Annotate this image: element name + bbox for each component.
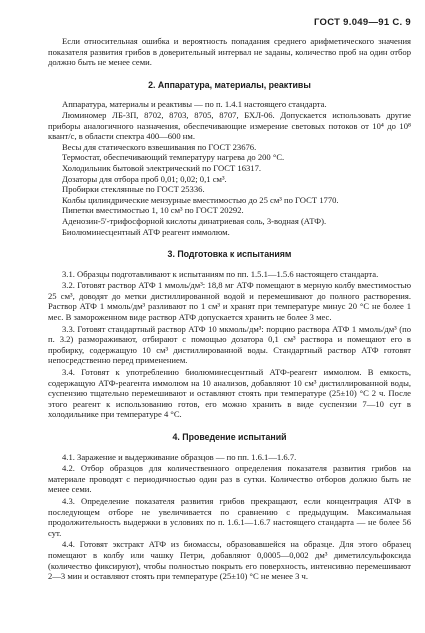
- paragraph: Аппаратура, материалы и реактивы — по п. 1.4.1 настоящего стандарта.: [62, 99, 327, 110]
- paragraph: Весы для статического взвешивания по ГОСТ 23676.: [62, 141, 257, 152]
- paragraph: Люминомер ЛБ-3П, 8702, 8703, 8705, 8707, БХЛ-06. Допускается использовать другие приборы аналогичного назначения, обеспечивающие измерение световых потоков от 10⁴ до 10⁸ квант/с, в области спектра 400—600 нм.: [48, 109, 411, 142]
- section-2-title: 2. Аппаратура, материалы, реактивы: [148, 79, 311, 90]
- paragraph: 3.4. Готовят к употреблению биолюминесцентный АТФ-реагент иммолюм. В емкость, содержащую АТФ-реагента иммолюм на 10 анализов, добавляют 10 см³ дистиллированной воды, суспензию тщательно перемешивают и оставляют стоять при температуре (25±10) °С 2 ч. После этого реагент к использованию готов, его можно хранить в виде суспензии 7—10 сут в холодильнике при температуре 4 °С.: [48, 367, 411, 420]
- section-2-body: [48, 99, 411, 237]
- paragraph: 4.3. Определение показателя развития грибов прекращают, если концентрация АТФ в последующем отборе не увеличивается по сравнению с предыдущим. Максимальная продолжительность выдержки в условиях по п. 1.6.1—1.6.7 настоящего стандарта — не более 56 сут.: [48, 495, 411, 538]
- intro-paragraph: Если относительная ошибка и вероятность попадания среднего арифметического значения показателя развития грибов в доверительный интервал не заданы, количество проб на один отбор должно быть не менее семи.: [48, 36, 411, 68]
- paragraph: 3.2. Готовят раствор АТФ 1 ммоль/дм³: 18,8 мг АТФ помещают в мерную колбу вместимостью 25 см³, доводят до метки дистиллированной водой и перемешивают до полного растворения. Раствор АТФ 1 ммоль/дм³ разливают по 1 см³ и хранят при температуре минус 20 °С не более 1 мес. В замороженном виде раствор АТФ допускается хранить не более 3 мес.: [48, 280, 411, 323]
- section-4-title: 4. Проведение испытаний: [172, 432, 287, 442]
- paragraph: Пипетки вместимостью 1, 10 см³ по ГОСТ 20292.: [62, 205, 244, 216]
- running-head: ГОСТ 9.049—91 С. 9: [313, 17, 411, 28]
- paragraph: Аденозин-5'-трифосфорной кислоты динатриевая соль, 3-водная (АТФ).: [62, 215, 327, 226]
- paragraph: 4.4. Готовят экстракт АТФ из биомассы, образовавшейся на образце. Для этого образец помещают в колбу или чашку Петри, добавляют 0,0005—0,002 дм³ диметилсульфоксида (количество фиксируют), чтобы полностью покрыть его поверхность, интенсивно перемешивают 2—3 мин и оставляют стоять при температуре (25±10) °С не менее 3 ч.: [48, 539, 411, 582]
- paragraph: Биолюминесцентный АТФ реагент иммолюм.: [62, 226, 230, 237]
- paragraph: Холодильник бытовой электрический по ГОСТ 16317.: [62, 162, 262, 173]
- paragraph: Колбы цилиндрические мензурные вместимостью до 25 см³ по ГОСТ 1770.: [62, 194, 339, 205]
- paragraph: Пробирки стеклянные по ГОСТ 25336.: [62, 184, 205, 195]
- section-3-body: [48, 269, 411, 420]
- paragraph: 3.1. Образцы подготавливают к испытаниям по пп. 1.5.1—1.5.6 настоящего стандарта.: [62, 268, 379, 279]
- paragraph: 4.1. Заражение и выдерживание образцов — по пп. 1.6.1—1.6.7.: [62, 451, 297, 462]
- paragraph: Термостат, обеспечивающий температуру нагрева до 200 °С.: [62, 152, 285, 163]
- paragraph: 4.2. Отбор образцов для количественного определения показателя развития грибов на материале проводят с периодичностью один раз в сутки. Количество отборов должно быть не менее семи.: [48, 463, 411, 495]
- paragraph: 3.3. Готовят стандартный раствор АТФ 10 мкмоль/дм³: порцию раствора АТФ 1 ммоль/дм³ (по п. 3.2) размораживают, отбирают с помощью дозатора 0,1 см³ раствора и помещают его в пробирку, содержащую 10 см³ дистиллированной воды. Стандартный раствор АТФ готовят непосредственно перед применением.: [48, 323, 411, 366]
- page-content: [48, 36, 411, 582]
- section-4-body: [48, 452, 411, 582]
- paragraph: Дозаторы для отбора проб 0,01; 0,02; 0,1 см³.: [62, 173, 227, 184]
- section-3-title: 3. Подготовка к испытаниям: [167, 249, 292, 260]
